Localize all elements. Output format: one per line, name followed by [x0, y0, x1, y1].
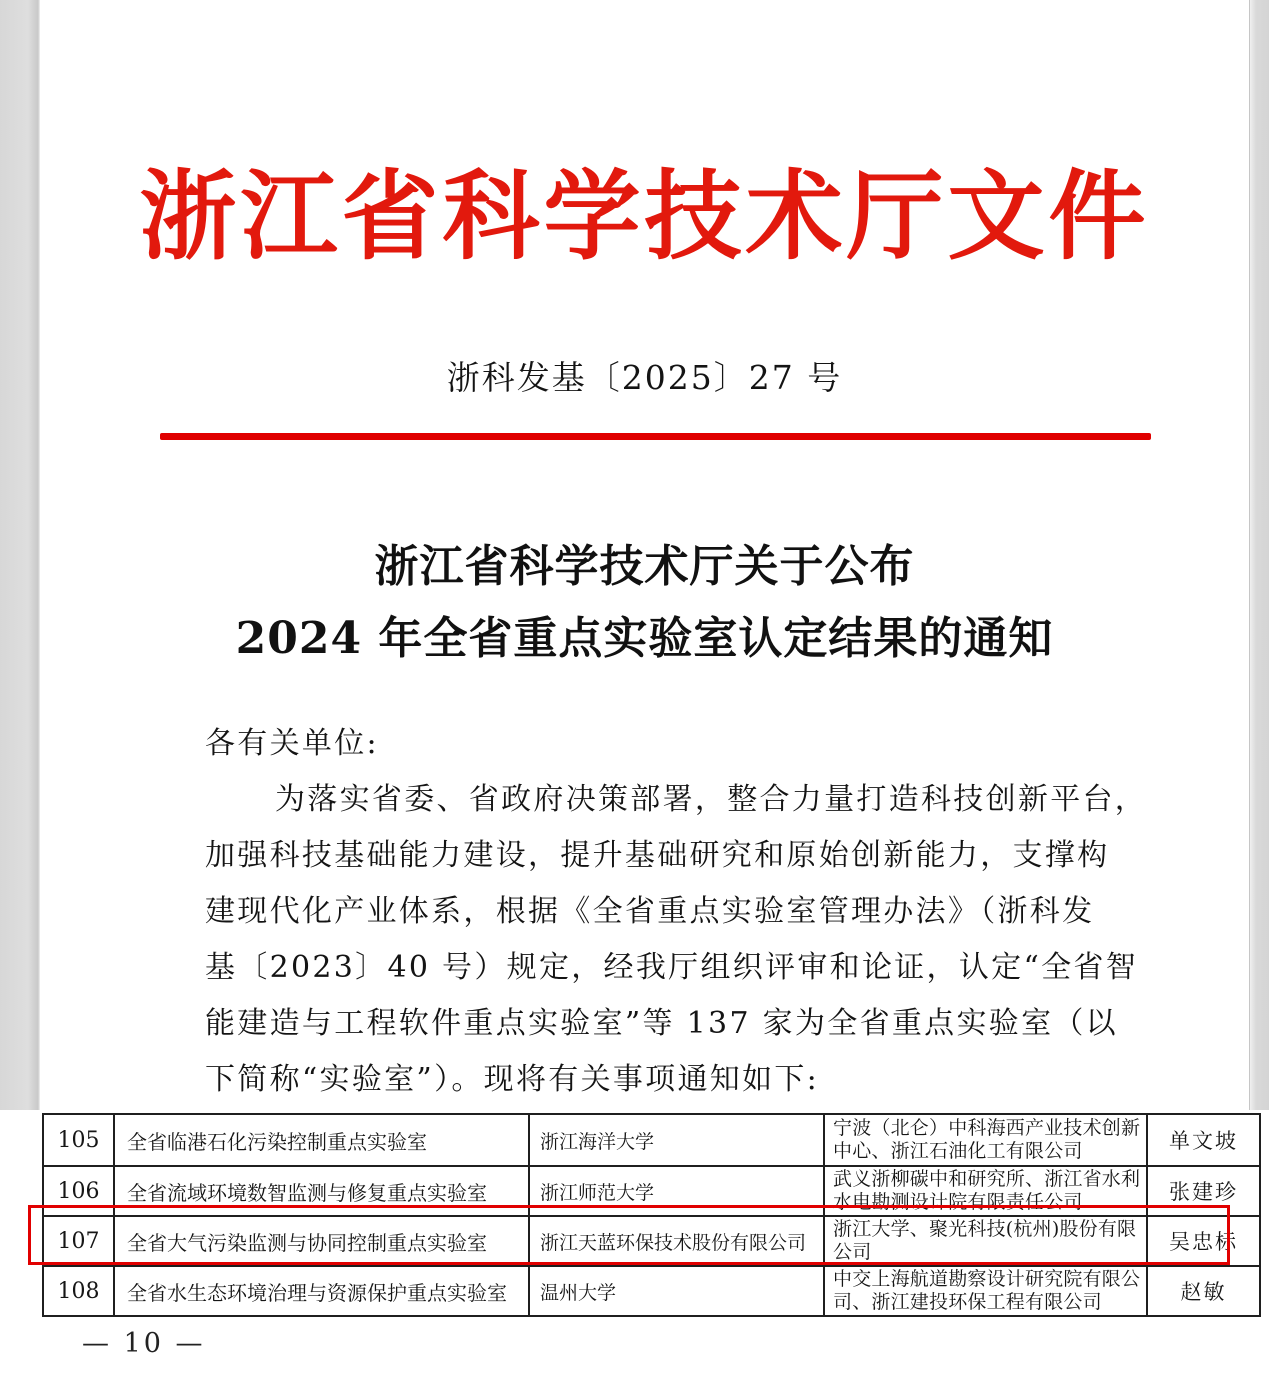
cell-institution: 浙江师范大学: [529, 1166, 824, 1216]
cell-institution: 温州大学: [529, 1266, 824, 1316]
cell-director: 张建珍: [1147, 1166, 1260, 1216]
cell-partners: 宁波（北仑）中科海西产业技术创新中心、浙江石油化工有限公司: [824, 1114, 1147, 1166]
cell-partners: 武义浙柳碳中和研究所、浙江省水利水电勘测设计院有限责任公司: [824, 1166, 1147, 1216]
cell-director: 吴忠标: [1147, 1216, 1260, 1266]
cell-lab-name: 全省流域环境数智监测与修复重点实验室: [114, 1166, 529, 1216]
cell-director: 单文坡: [1147, 1114, 1260, 1166]
notice-title-line-2: 2024 年全省重点实验室认定结果的通知: [235, 613, 1054, 664]
cell-partners: 中交上海航道勘察设计研究院有限公司、浙江建投环保工程有限公司: [824, 1266, 1147, 1316]
cell-lab-name: 全省临港石化污染控制重点实验室: [114, 1114, 529, 1166]
scanner-left-margin: [0, 0, 40, 1110]
cell-lab-name: 全省水生态环境治理与资源保护重点实验室: [114, 1266, 529, 1316]
cell-institution: 浙江海洋大学: [529, 1114, 824, 1166]
body-line: 能建造与工程软件重点实验室”等 137 家为全省重点实验室（以: [205, 1006, 1118, 1041]
cell-row-number: 105: [43, 1114, 114, 1166]
page-number: — 10 —: [82, 1328, 206, 1359]
body-line: 下简称“实验室”）。现将有关事项通知如下:: [205, 1062, 820, 1097]
body-line: 基〔2023〕40 号）规定，经我厅组织评审和论证，认定“全省智: [205, 950, 1138, 985]
document-number: 浙科发基〔2025〕27 号: [446, 358, 843, 397]
salutation: 各有关单位:: [205, 726, 379, 761]
cell-row-number: 108: [43, 1266, 114, 1316]
body-text: [205, 716, 1148, 1108]
labs-table: [42, 1113, 1261, 1317]
body-line: 加强科技基础能力建设，提升基础研究和原始创新能力，支撑构: [205, 838, 1110, 873]
cell-director: 赵敏: [1147, 1266, 1260, 1316]
body-line: 为落实省委、省政府决策部署，整合力量打造科技创新平台，: [275, 782, 1148, 817]
cell-partners: 浙江大学、聚光科技(杭州)股份有限公司: [824, 1216, 1147, 1266]
table-row: [43, 1266, 1260, 1316]
agency-letterhead-title: 浙江省科学技术厅文件: [139, 159, 1150, 273]
cell-institution: 浙江天蓝环保技术股份有限公司: [529, 1216, 824, 1266]
table-row-highlighted: [43, 1216, 1260, 1266]
scanner-right-margin: [1249, 0, 1269, 1110]
cell-row-number: 107: [43, 1216, 114, 1266]
red-divider-rule: [160, 433, 1151, 440]
notice-title-line-1: 浙江省科学技术厅关于公布: [374, 541, 915, 592]
cell-row-number: 106: [43, 1166, 114, 1216]
cell-lab-name: 全省大气污染监测与协同控制重点实验室: [114, 1216, 529, 1266]
body-line: 建现代化产业体系，根据《全省重点实验室管理办法》（浙科发: [205, 894, 1095, 929]
table-row: [43, 1114, 1260, 1166]
table-row: [43, 1166, 1260, 1216]
